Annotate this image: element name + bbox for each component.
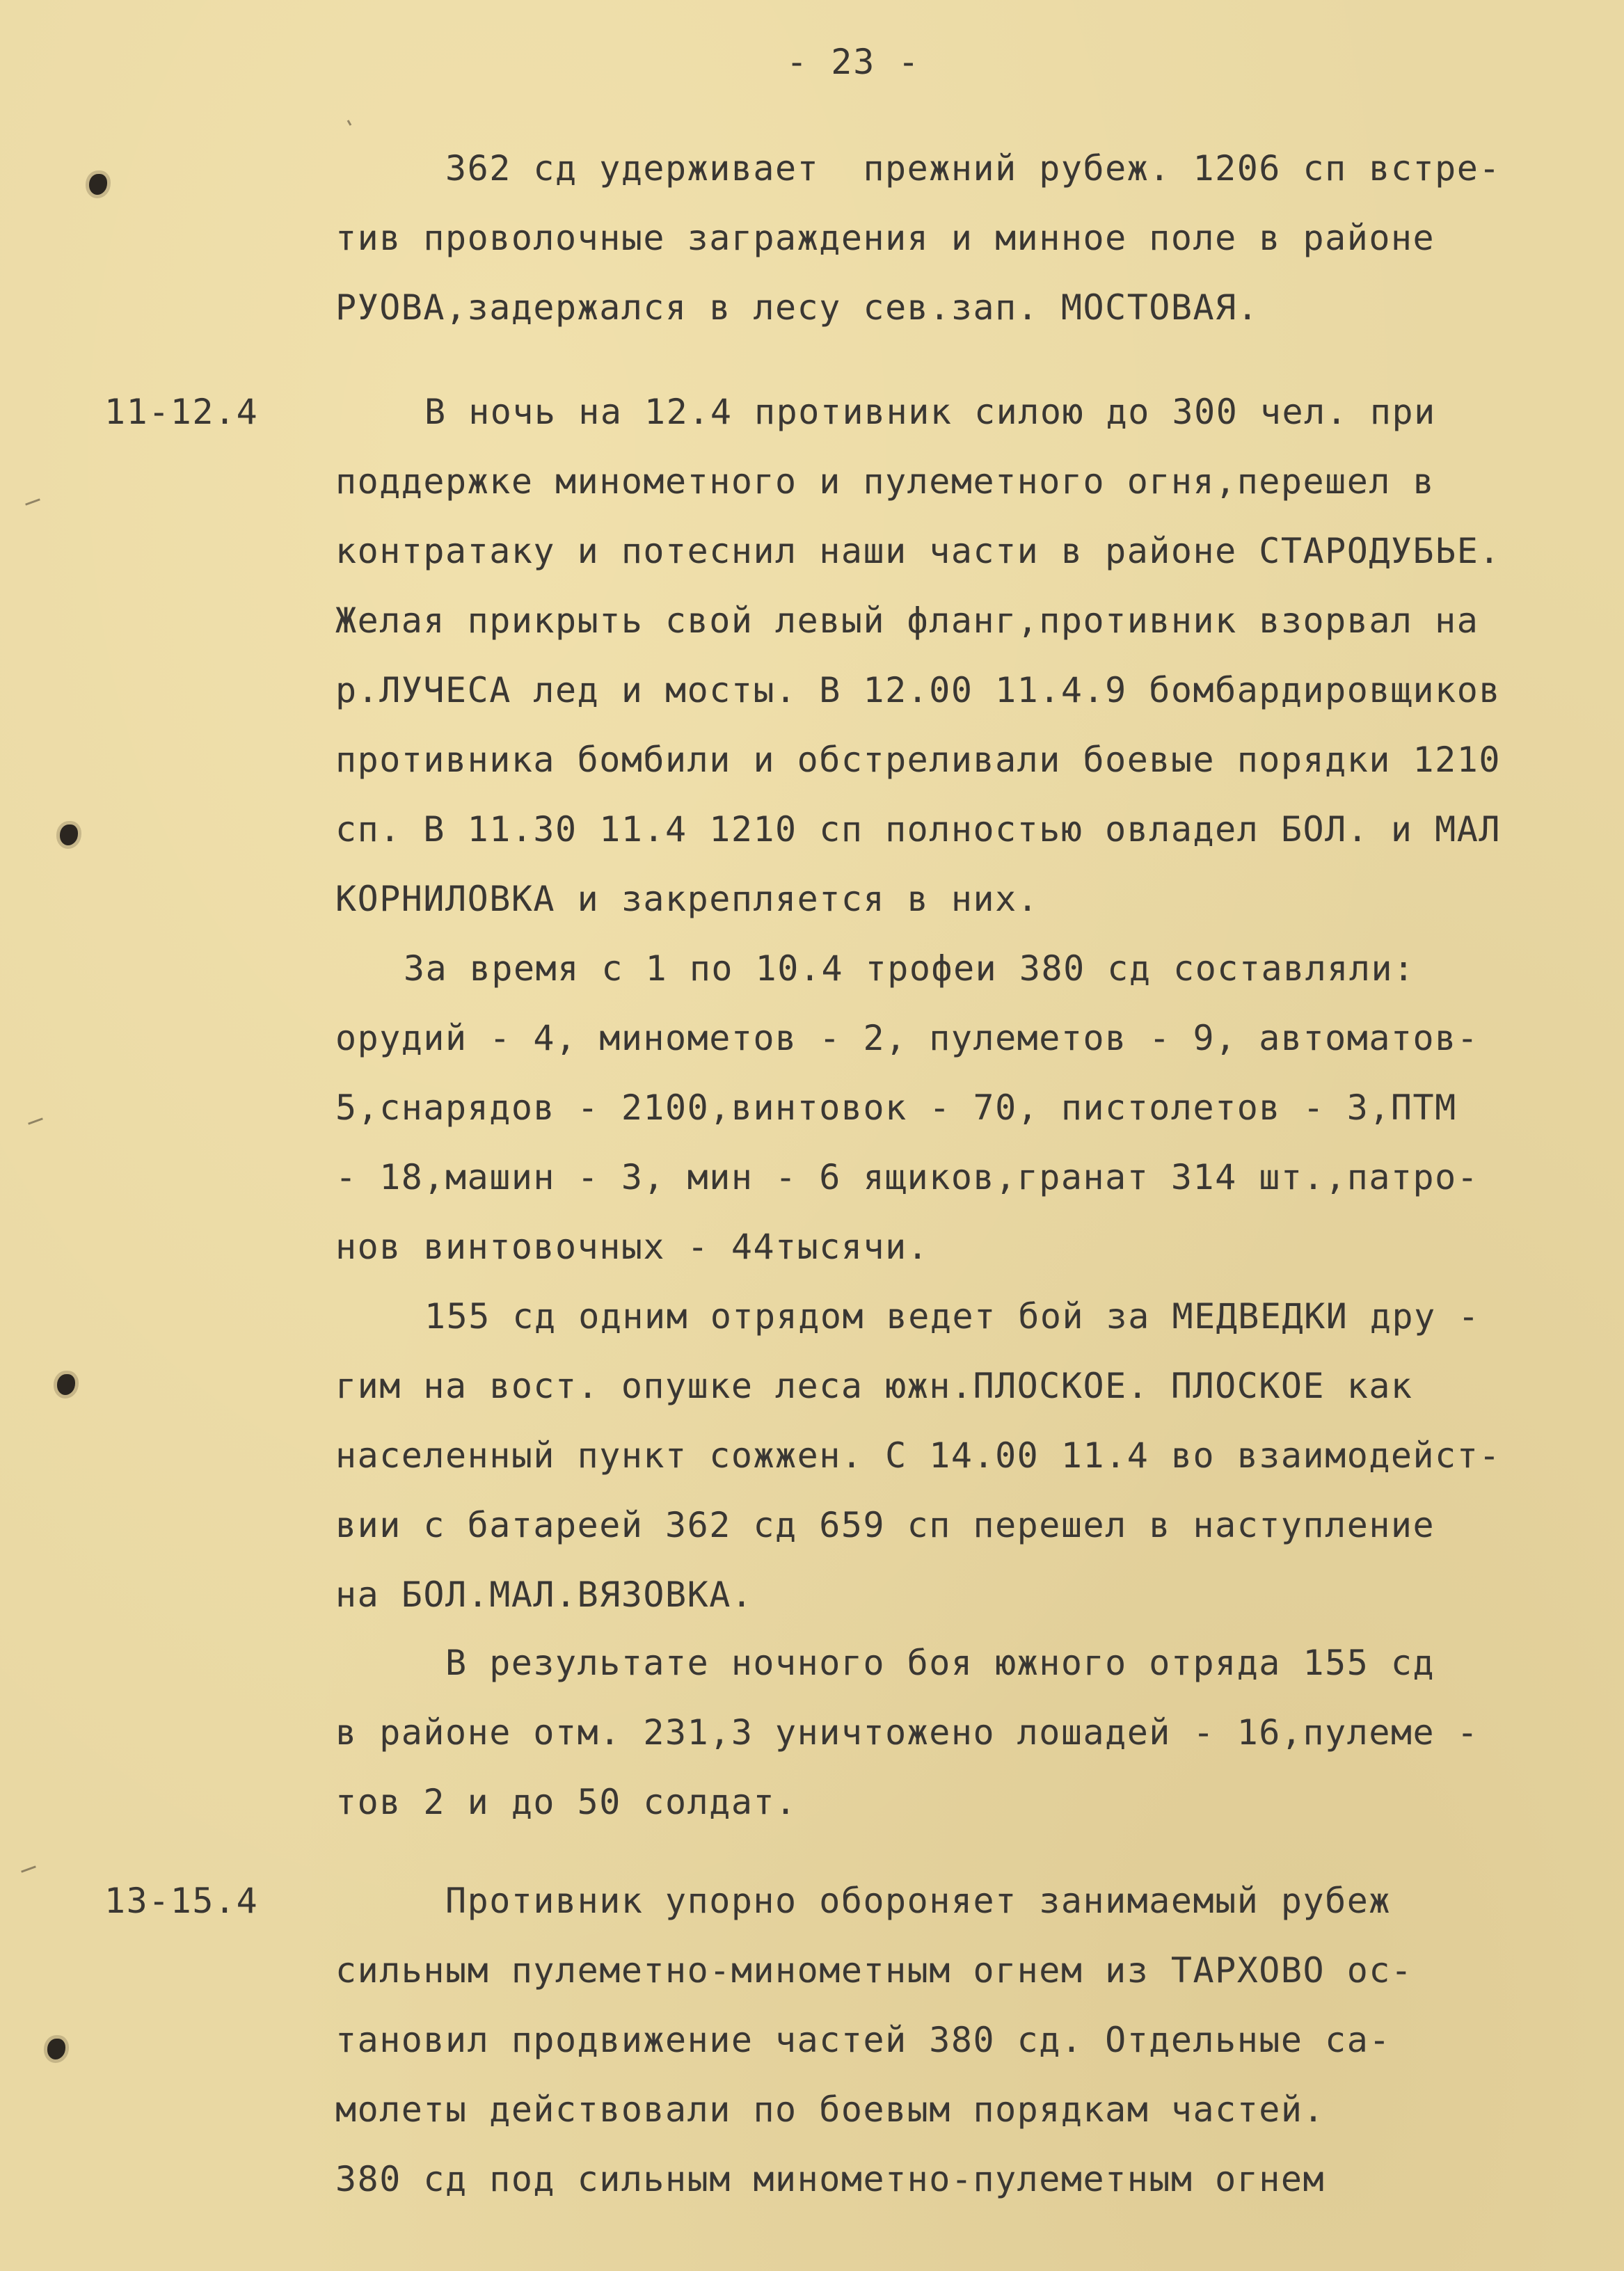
text-line: в районе отм. 231,3 уничтожено лошадей - 16,пулеме - (335, 1712, 1479, 1753)
text-line: 362 сд удерживает прежний рубеж. 1206 сп встре- (445, 148, 1501, 189)
entry-date: 13-15.4 (104, 1881, 259, 1921)
punch-hole (89, 174, 107, 195)
text-line: В результате ночного боя южного отряда 155 сд (445, 1643, 1435, 1683)
margin-mark (28, 1117, 43, 1124)
text-line: нов винтовочных - 44тысячи. (335, 1227, 930, 1267)
text-line: Противник упорно обороняет занимаемый рубеж (445, 1881, 1391, 1921)
text-line: гим на вост. опушке леса южн.ПЛОСКОЕ. ПЛОСКОЕ как (335, 1366, 1413, 1406)
text-line: 380 сд под сильным минометно-пулеметным огнем (335, 2159, 1326, 2199)
text-line: - 18,машин - 3, мин - 6 ящиков,гранат 314 шт.,патро- (335, 1157, 1479, 1197)
text-line: поддержке минометного и пулеметного огня,перешел в (335, 461, 1435, 502)
text-line: РУОВА,задержался в лесу сев.зап. МОСТОВАЯ. (335, 287, 1259, 328)
text-line: тов 2 и до 50 солдат. (335, 1782, 797, 1822)
text-line: населенный пункт сожжен. С 14.00 11.4 во взаимодейст- (335, 1435, 1501, 1476)
text-line: вии с батареей 362 сд 659 сп перешел в наступление (335, 1505, 1435, 1545)
text-line: сп. В 11.30 11.4 1210 сп полностью овладел БОЛ. и МАЛ (335, 809, 1501, 850)
text-line: тановил продвижение частей 380 сд. Отдельные са- (335, 2020, 1391, 2060)
punch-hole (57, 1374, 75, 1395)
text-line: тив проволочные заграждения и минное поле в районе (335, 218, 1435, 258)
text-line: сильным пулеметно-минометным огнем из ТАРХОВО ос- (335, 1950, 1413, 1991)
text-line: р.ЛУЧЕСА лед и мосты. В 12.00 11.4.9 бомбардировщиков (335, 670, 1501, 710)
text-line: В ночь на 12.4 противник силою до 300 чел. при (424, 392, 1436, 432)
text-line: орудий - 4, минометов - 2, пулеметов - 9, автоматов- (335, 1018, 1479, 1058)
text-line: 155 сд одним отрядом ведет бой за МЕДВЕДКИ дру - (424, 1296, 1480, 1337)
text-line: контратаку и потеснил наши части в районе СТАРОДУБЬЕ. (335, 531, 1501, 571)
text-line: Желая прикрыть свой левый фланг,противник взорвал на (335, 600, 1479, 641)
text-line: молеты действовали по боевым порядкам частей. (335, 2089, 1326, 2130)
margin-mark (347, 120, 352, 125)
text-line: на БОЛ.МАЛ.ВЯЗОВКА. (335, 1575, 754, 1615)
text-line: КОРНИЛОВКА и закрепляется в них. (335, 879, 1040, 919)
entry-date: 11-12.4 (104, 392, 259, 432)
margin-mark (21, 1865, 36, 1872)
margin-mark (25, 498, 40, 505)
punch-hole (47, 2039, 65, 2059)
text-line: За время с 1 по 10.4 трофеи 380 сд составляли: (404, 948, 1415, 989)
page-number: - 23 - (786, 42, 921, 82)
text-line: 5,снарядов - 2100,винтовок - 70, пистолетов - 3,ПТМ (335, 1087, 1457, 1128)
punch-hole (60, 824, 78, 845)
text-line: противника бомбили и обстреливали боевые порядки 1210 (335, 740, 1501, 780)
